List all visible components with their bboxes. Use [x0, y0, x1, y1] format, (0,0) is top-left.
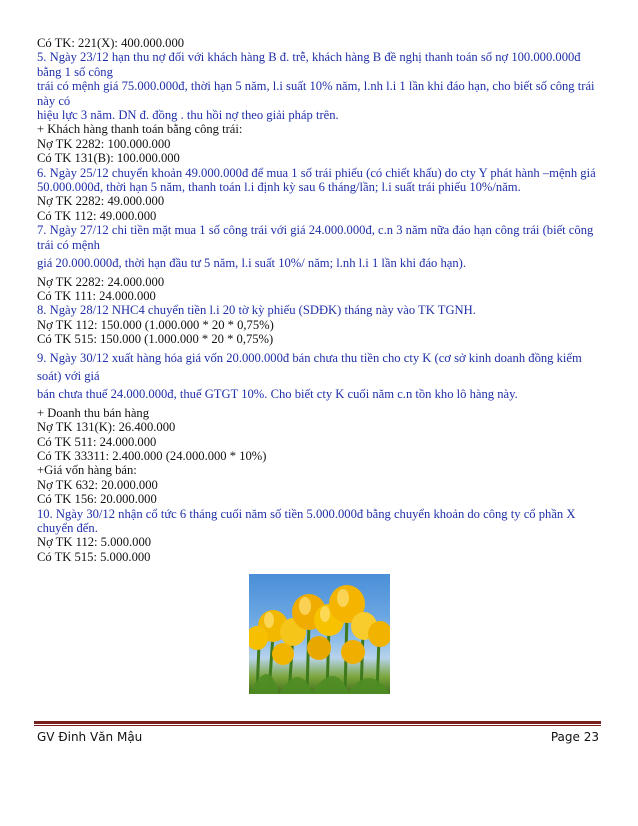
text-line: Có TK 111: 24.000.000 — [37, 288, 156, 303]
footer-rule-thin — [34, 725, 601, 726]
text-line: Có TK 156: 20.000.000 — [37, 492, 157, 507]
text-line: Có TK 511: 24.000.000 — [37, 434, 157, 449]
footer-author: GV Đinh Văn Mậu — [37, 730, 143, 744]
text-line: Có TK 33311: 2.400.000 (24.000.000 * 10%) — [37, 448, 267, 463]
text-line: + Khách hàng thanh toán bằng công trái: — [37, 122, 243, 137]
text-line: 10. Ngày 30/12 nhận cổ tức 6 tháng cuối năm số tiền 5.000.000đ bằng chuyển khoản do công ty cổ phần X — [37, 506, 576, 521]
text-line: Có TK 515: 5.000.000 — [37, 549, 151, 564]
text-line: 6. Ngày 25/12 chuyển khoản 49.000.000đ để mua 1 số trái phiếu (có chiết khấu) do cty Y phát hành –mệnh giá — [37, 165, 596, 180]
tulip-photo — [249, 574, 390, 694]
text-line: này có — [37, 93, 71, 108]
text-line: soát) với giá — [37, 368, 100, 383]
text-line: + Doanh thu bán hàng — [37, 405, 150, 420]
text-line: Nợ TK 112: 150.000 (1.000.000 * 20 * 0,75%) — [37, 317, 274, 332]
text-line: Nợ TK 2282: 100.000.000 — [37, 136, 171, 151]
text-line: Có TK 515: 150.000 (1.000.000 * 20 * 0,75%) — [37, 332, 274, 347]
text-line: bán chưa thuế 24.000.000đ, thuế GTGT 10%. Cho biết cty K cuối năm c.n tồn kho lô hàng này. — [37, 387, 518, 402]
text-line: 7. Ngày 27/12 chi tiền mặt mua 1 số công trái với giá 24.000.000đ, c.n 3 năm nữa đáo hạn công trái (biết công — [37, 223, 594, 238]
text-line: giá 20.000.000đ, thời hạn đầu tư 5 năm, l.i suất 10%/ năm; l.nh l.i 1 lần khi đáo hạn). — [37, 256, 467, 271]
text-line: +Giá vốn hàng bán: — [37, 463, 137, 478]
text-line: Nợ TK 112: 5.000.000 — [37, 535, 152, 550]
text-line: 50.000.000đ, thời hạn 5 năm, thanh toán l.i định kỳ sau 6 tháng/lần; l.i suất trái phiếu 10%/năm. — [37, 180, 521, 195]
footer-rule-thick — [34, 721, 601, 724]
text-line: 9. Ngày 30/12 xuất hàng hóa giá vốn 20.000.000đ bán chưa thu tiền cho cty K (cơ sở kinh doanh đồng kiểm — [37, 350, 582, 365]
page-body-text — [37, 36, 597, 564]
text-line: 8. Ngày 28/12 NHC4 chuyển tiền l.i 20 tờ kỳ phiếu (SDĐK) tháng này vào TK TGNH. — [37, 303, 476, 318]
text-line: bằng 1 số công — [37, 64, 113, 79]
text-line: Nợ TK 2282: 49.000.000 — [37, 194, 165, 209]
text-line: Có TK 131(B): 100.000.000 — [37, 151, 180, 166]
footer-page-number: Page 23 — [550, 730, 599, 744]
text-line: chuyển đến. — [37, 521, 98, 535]
tulip-illustration — [249, 574, 390, 694]
text-line: Nợ TK 131(K): 26.400.000 — [37, 420, 176, 435]
text-line: 5. Ngày 23/12 hạn thu nợ đối với khách hàng B đ. trễ, khách hàng B đề nghị thanh toán số nợ 100.000.000đ — [37, 50, 581, 65]
text-line: trái có mệnh giá 75.000.000đ, thời hạn 5 năm, l.i suất 10% năm, l.nh l.i 1 lần khi đáo hạn, cho biết số công trái — [37, 79, 595, 94]
text-line: Nợ TK 632: 20.000.000 — [37, 477, 158, 492]
text-line: Có TK: 221(X): 400.000.000 — [37, 36, 185, 50]
text-line: trái có mệnh — [37, 237, 100, 252]
text-line: hiệu lực 3 năm. DN đ. đồng . thu hồi nợ theo giải pháp trên. — [37, 108, 339, 123]
text-line: Có TK 112: 49.000.000 — [37, 208, 157, 223]
text-line: Nợ TK 2282: 24.000.000 — [37, 274, 165, 289]
